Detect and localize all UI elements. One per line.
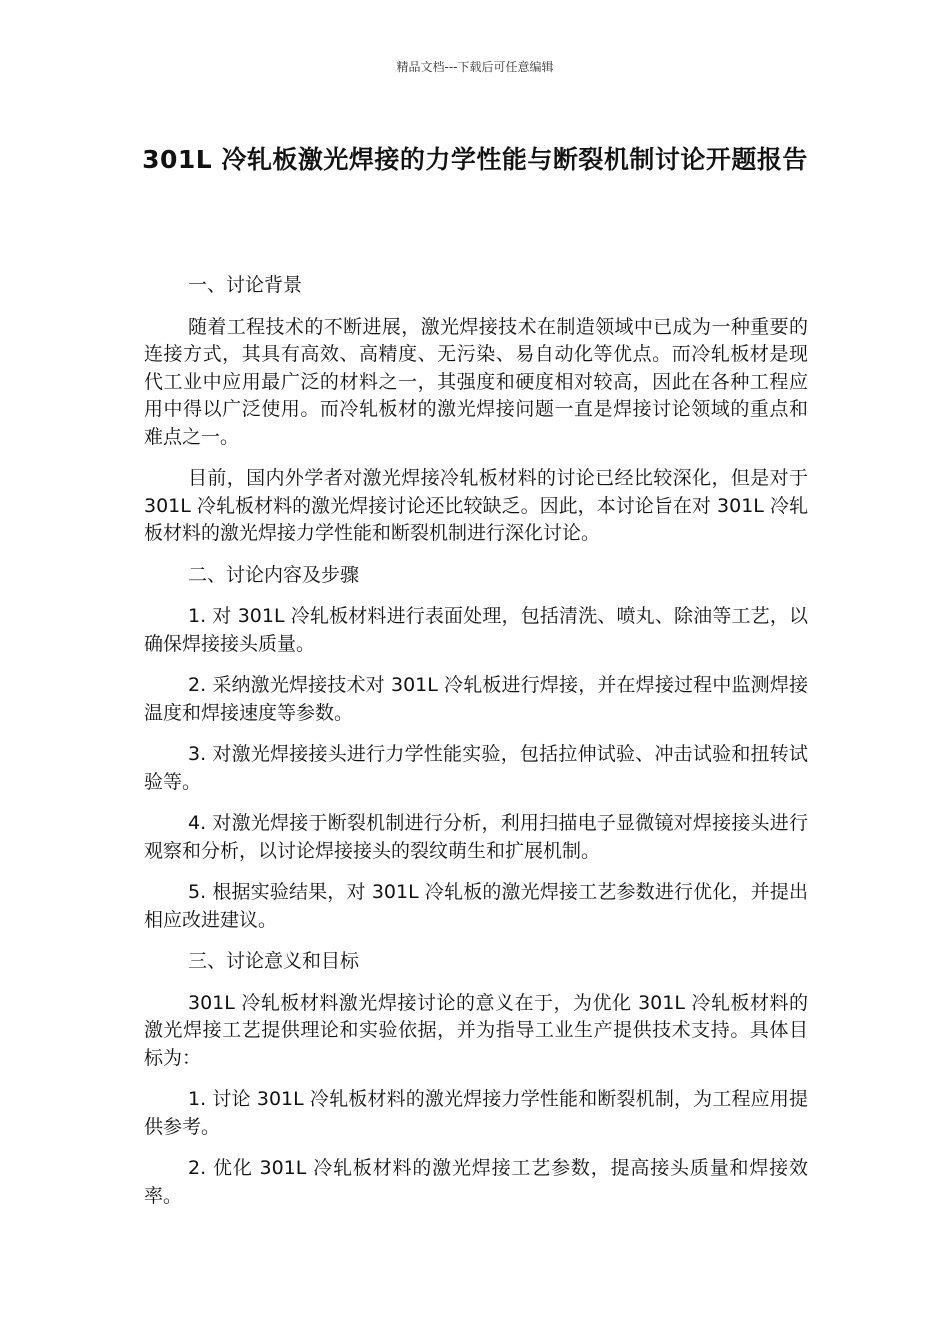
paragraph-background-2: 目前，国内外学者对激光焊接冷轧板材料的讨论已经比较深化，但是对于 301L 冷轧板材料的激光焊接讨论还比较缺乏。因此，本讨论旨在对 301L 冷轧板材料的激光焊接力学性能和断裂机制进行深化讨论。 xyxy=(144,467,808,544)
list-item-goal-2: 2. 优化 301L 冷轧板材料的激光焊接工艺参数，提高接头质量和焊接效率。 xyxy=(144,1157,808,1207)
section-heading-background: 一、讨论背景 xyxy=(188,274,303,296)
list-item-step-5: 5. 根据实验结果，对 301L 冷轧板的激光焊接工艺参数进行优化，并提出相应改进建议。 xyxy=(144,881,808,931)
list-item-step-2: 2. 采纳激光焊接技术对 301L 冷轧板进行焊接，并在焊接过程中监测焊接温度和焊接速度等参数。 xyxy=(144,674,808,724)
document-title: 301L 冷轧板激光焊接的力学性能与断裂机制讨论开题报告 xyxy=(142,145,808,174)
section-heading-significance-goals: 三、讨论意义和目标 xyxy=(188,950,360,972)
document-body xyxy=(144,272,808,1224)
list-item-step-1: 1. 对 301L 冷轧板材料进行表面处理，包括清洗、喷丸、除油等工艺，以确保焊接接头质量。 xyxy=(144,605,808,655)
list-item-step-3: 3. 对激光焊接接头进行力学性能实验，包括拉伸试验、冲击试验和扭转试验等。 xyxy=(144,743,808,793)
section-heading-content-steps: 二、讨论内容及步骤 xyxy=(188,563,360,586)
page-header: 精品文档---下载后可任意编辑 xyxy=(396,60,554,74)
paragraph-background-1: 随着工程技术的不断进展，激光焊接技术在制造领域中已成为一种重要的连接方式，其具有高效、高精度、无污染、易自动化等优点。而冷轧板材是现代工业中应用最广泛的材料之一，其强度和硬度相对较高，因此在各种工程应用中得以广泛使用。而冷轧板材的激光焊接问题一直是焊接讨论领域的重点和难点之一。 xyxy=(144,315,808,448)
list-item-step-4: 4. 对激光焊接于断裂机制进行分析，利用扫描电子显微镜对焊接接头进行观察和分析，以讨论焊接接头的裂纹萌生和扩展机制。 xyxy=(144,812,808,862)
list-item-goal-1: 1. 讨论 301L 冷轧板材料的激光焊接力学性能和断裂机制，为工程应用提供参考。 xyxy=(144,1088,808,1138)
paragraph-significance: 301L 冷轧板材料激光焊接讨论的意义在于，为优化 301L 冷轧板材料的激光焊接工艺提供理论和实验依据，并为指导工业生产提供技术支持。具体目标为： xyxy=(144,991,808,1069)
